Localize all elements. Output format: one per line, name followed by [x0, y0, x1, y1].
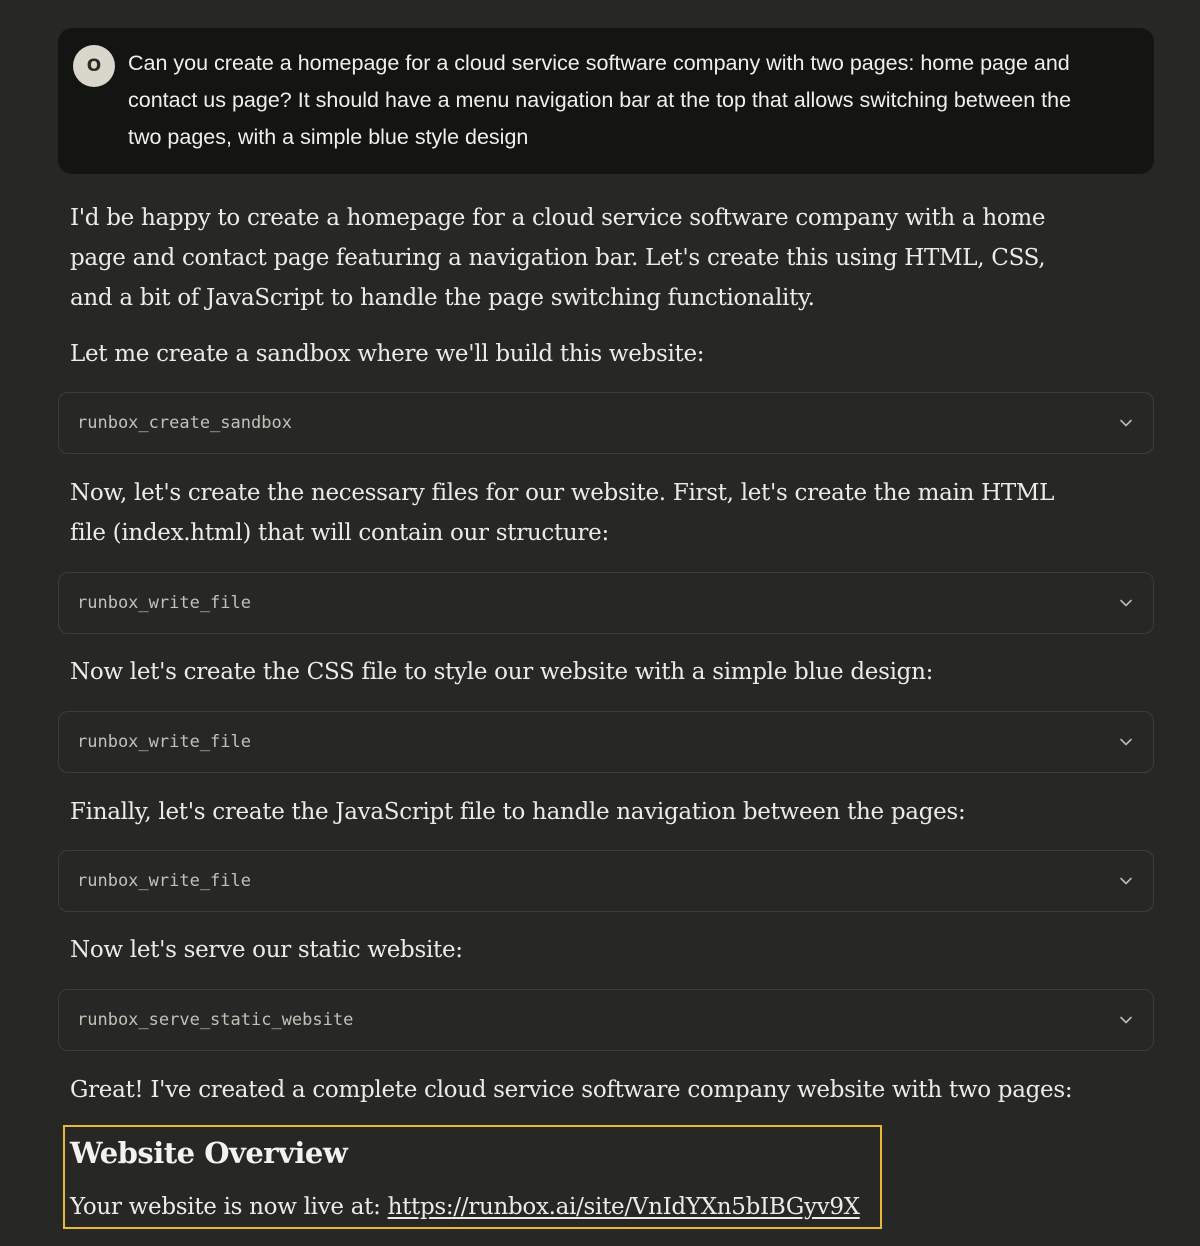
tool-call-write-html[interactable]: [58, 572, 1154, 634]
user-avatar: O: [73, 45, 115, 87]
chevron-down-icon[interactable]: [1119, 416, 1133, 430]
assistant-paragraph-html: Now, let's create the necessary files for our website. First, let's create the main HTML file (index.html) that will contain our structure:: [70, 480, 1055, 546]
tool-call-name: runbox_serve_static_website: [77, 1010, 354, 1030]
assistant-paragraph-summary: Great! I've created a complete cloud service software company website with two pages:: [70, 1077, 1073, 1103]
tool-call-name: runbox_write_file: [77, 871, 251, 891]
overview-heading: Website Overview: [70, 1136, 348, 1170]
tool-call-write-js[interactable]: [58, 850, 1154, 912]
assistant-paragraph-js: Finally, let's create the JavaScript file to handle navigation between the pages:: [70, 799, 966, 825]
tool-call-name: runbox_write_file: [77, 593, 251, 613]
tool-call-name: runbox_write_file: [77, 732, 251, 752]
tool-call-create-sandbox[interactable]: [58, 392, 1154, 454]
assistant-paragraph-css: Now let's create the CSS file to style our website with a simple blue design:: [70, 659, 934, 685]
assistant-paragraph-sandbox: Let me create a sandbox where we'll build this website:: [70, 341, 705, 367]
assistant-paragraph-intro: I'd be happy to create a homepage for a cloud service software company with a home page and contact page featuring a navigation bar. Let's create this using HTML, CSS, and a bit of JavaScript to handle the page switching functionality.: [70, 205, 1046, 311]
tool-call-name: runbox_create_sandbox: [77, 413, 292, 433]
chevron-down-icon[interactable]: [1119, 874, 1133, 888]
overview-live-url-line: [70, 1187, 860, 1227]
chevron-down-icon[interactable]: [1119, 735, 1133, 749]
overview-live-url-prefix: Your website is now live at:: [70, 1194, 388, 1220]
tool-call-write-css[interactable]: [58, 711, 1154, 773]
user-message: [58, 28, 1154, 174]
live-site-link[interactable]: https://runbox.ai/site/VnIdYXn5bIBGyv9X: [387, 1194, 860, 1220]
chevron-down-icon[interactable]: [1119, 596, 1133, 610]
user-message-text: Can you create a homepage for a cloud service software company with two pages: home page and contact us page? It should have a menu navigation bar at the top that allows switching between the two pages, with a simple blue style design: [128, 51, 1072, 149]
tool-call-serve-website[interactable]: [58, 989, 1154, 1051]
assistant-paragraph-serve: Now let's serve our static website:: [70, 937, 463, 963]
chevron-down-icon[interactable]: [1119, 1013, 1133, 1027]
